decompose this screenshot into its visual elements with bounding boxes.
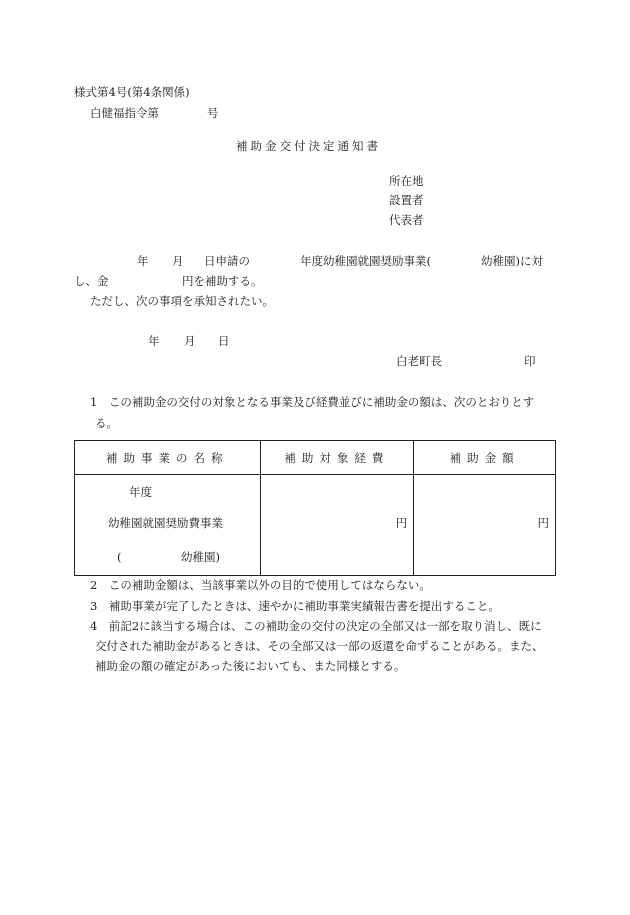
cell-kindergarten-close: 幼稚園) (181, 550, 220, 564)
condition-3: 3 補助事業が完了したときは、速やかに補助事業実績報告書を提出すること。 (90, 599, 500, 613)
condition-4-line-1: 4 前記2に該当する場合は、この補助金の交付の決定の全部又は一部を取り消し、既に (90, 619, 542, 633)
cell-grant-amount (414, 475, 556, 576)
condition-2: 2 この補助金額は、当該事業以外の目的で使用してはならない。 (90, 578, 431, 592)
document-title: 補助金交付決定通知書 (236, 139, 381, 153)
representative-label: 代表者 (389, 213, 424, 227)
date-day: 日 (218, 334, 230, 348)
grant-table (74, 440, 556, 576)
reference-suffix: 号 (207, 106, 219, 120)
body-note: ただし、次の事項を承知されたい。 (90, 294, 274, 308)
mayor-label: 白老町長 (396, 354, 442, 368)
date-month: 月 (184, 334, 196, 348)
founder-label: 設置者 (389, 193, 424, 207)
body-amount-prefix: し、金 (74, 274, 109, 288)
header-grant-amount: 補助金額 (414, 441, 556, 475)
date-year: 年 (148, 334, 160, 348)
cell-project-name (75, 475, 261, 576)
condition-4-line-2: 交付された補助金があるときは、その全部又は一部の返還を命ずることがある。また、 (95, 639, 544, 653)
condition-4-line-3: 補助金の額の確定があった後においても、また同様とする。 (95, 659, 406, 673)
condition-1-line-2: る。 (95, 416, 118, 430)
reference-prefix: 白健福指令第 (90, 106, 159, 120)
body-amount-suffix: 円を補助する。 (182, 274, 263, 288)
body-kindergarten: 幼稚園)に対 (481, 254, 543, 268)
amount-unit: 円 (537, 516, 549, 530)
seal-mark: 印 (524, 354, 536, 368)
body-month: 月 (172, 254, 184, 268)
header-eligible-cost: 補助対象経費 (260, 441, 414, 475)
table-header-row (75, 441, 556, 475)
cost-unit: 円 (395, 516, 408, 530)
body-day-applied: 日申請の (204, 254, 250, 268)
form-number: 様式第4号(第4条関係) (74, 85, 190, 99)
condition-1-line-1: 1 この補助金の交付の対象となる事業及び経費並びに補助金の額は、次のとおりとす (90, 395, 535, 409)
cell-kindergarten-open: ( (117, 550, 122, 564)
location-label: 所在地 (389, 174, 424, 188)
body-program: 年度幼稚園就園奨励事業( (300, 254, 431, 268)
cell-eligible-cost (260, 475, 414, 576)
table-row (75, 475, 556, 576)
cell-program-name: 幼稚園就園奨励費事業 (108, 516, 223, 530)
cell-year-label: 年度 (129, 485, 152, 499)
header-project-name: 補助事業の名称 (75, 441, 261, 475)
body-year: 年 (137, 254, 149, 268)
